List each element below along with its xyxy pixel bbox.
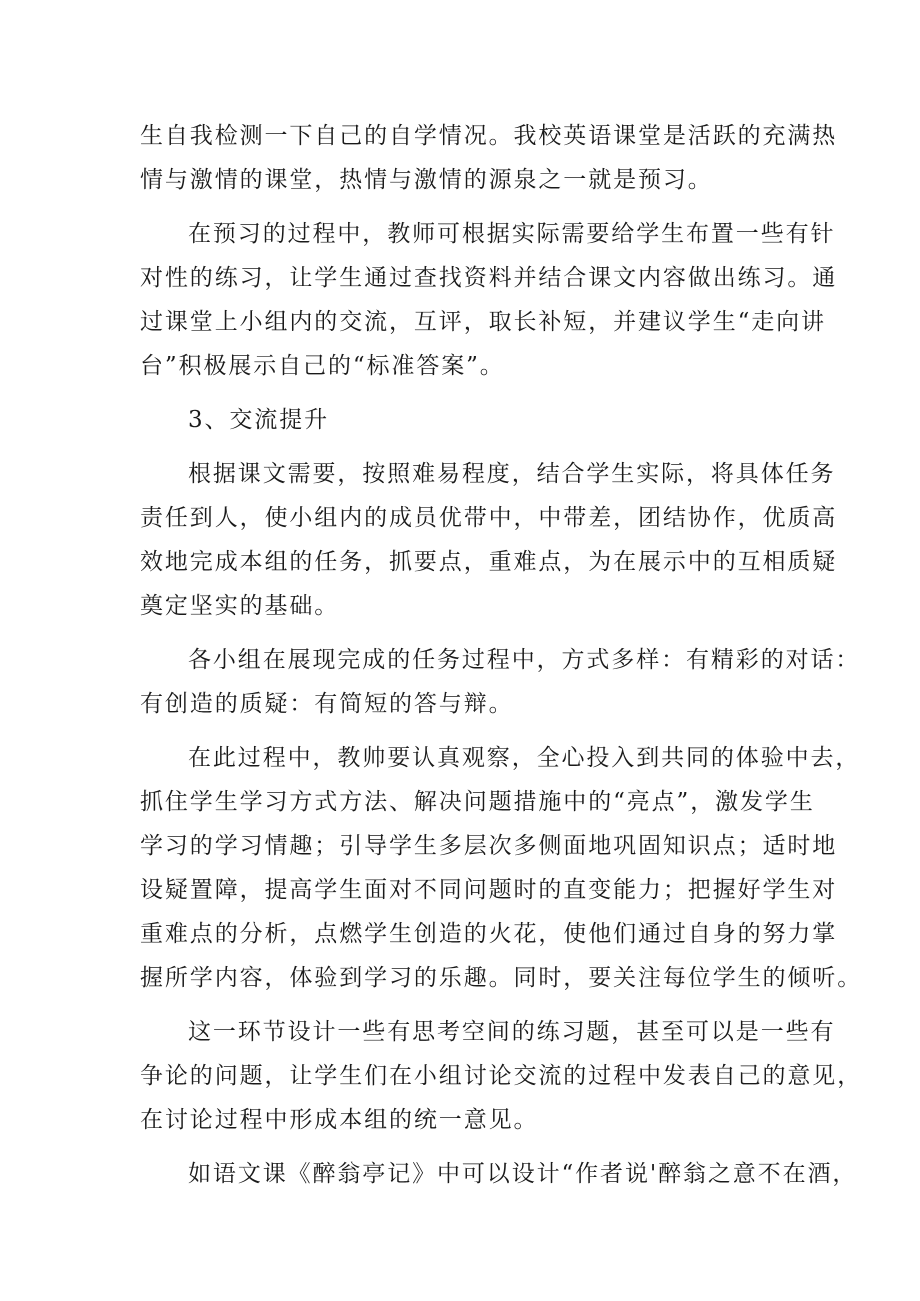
text-line: 抓住学生学习方式方法、解决问题措施中的“亮点”，激发学生 bbox=[140, 789, 815, 815]
text-line: 重难点的分析，点燃学生创造的火花，使他们通过自身的努力掌 bbox=[140, 921, 838, 947]
paragraph bbox=[140, 114, 838, 202]
paragraph bbox=[140, 1010, 863, 1142]
text-line: 台”积极展示自己的“标准答案”。 bbox=[140, 353, 505, 379]
text-line: 这一环节设计一些有思考空间的练习题，甚至可以是一些有 bbox=[188, 1019, 836, 1045]
text-line: 在讨论过程中形成本组的统一意见。 bbox=[140, 1107, 539, 1133]
text-line: 争论的问题，让学生们在小组讨论交流的过程中发表自己的意见， bbox=[140, 1063, 863, 1089]
text-line: 过课堂上小组内的交流，互评，取长补短，并建议学生“走向讲 bbox=[140, 309, 826, 335]
section-heading bbox=[140, 398, 800, 442]
text-line: 责任到人，使小组内的成员优带中，中带差，团结协作，优质高 bbox=[140, 505, 838, 531]
text-line: 奠定坚实的基础。 bbox=[140, 593, 340, 619]
text-line: 对性的练习，让学生通过查找资料并结合课文内容做出练习。通 bbox=[140, 265, 838, 291]
text-line: 情与激情的课堂，热情与激情的源泉之一就是预习。 bbox=[140, 167, 713, 193]
text-line: 在此过程中，教帅要认真观察，全心投入到共同的体验中去， bbox=[188, 745, 861, 771]
text-line: 如语文课《醉翁亭记》中可以设计“作者说'醉翁之意不在酒， bbox=[188, 1161, 858, 1187]
text-line: 在预习的过程中，教师可根据实际需要给学生布置一些有针 bbox=[188, 221, 836, 247]
paragraph bbox=[140, 736, 863, 1000]
text-line: 学习的学习情趣；引导学生多层次多侧面地巩固知识点；适时地 bbox=[140, 833, 838, 859]
text-line: 各小组在展现完成的任务过程中，方式多样：有精彩的对话： bbox=[188, 647, 861, 673]
paragraph bbox=[140, 638, 861, 726]
text-line: 生自我检测一下自己的自学情况。我校英语课堂是活跃的充满热 bbox=[140, 123, 838, 149]
paragraph bbox=[140, 1152, 858, 1196]
text-line: 有创造的质疑：有简短的答与辩。 bbox=[140, 691, 514, 717]
text-line: 根据课文需要，按照难易程度，结合学生实际，将具体任务 bbox=[188, 461, 836, 487]
document-body bbox=[140, 114, 863, 1196]
text-line: 效地完成本组的任务，抓要点，重难点，为在展示中的互相质疑 bbox=[140, 549, 838, 575]
paragraph bbox=[140, 212, 838, 388]
text-line: 设疑置障，提高学生面对不同问题时的直变能力；把握好学生对 bbox=[140, 877, 838, 903]
text-line: 握所学内容，体验到学习的乐趣。同时，要关注每位学生的倾听。 bbox=[140, 965, 863, 991]
heading-text: 3、交流提升 bbox=[188, 407, 330, 433]
paragraph bbox=[140, 452, 838, 628]
